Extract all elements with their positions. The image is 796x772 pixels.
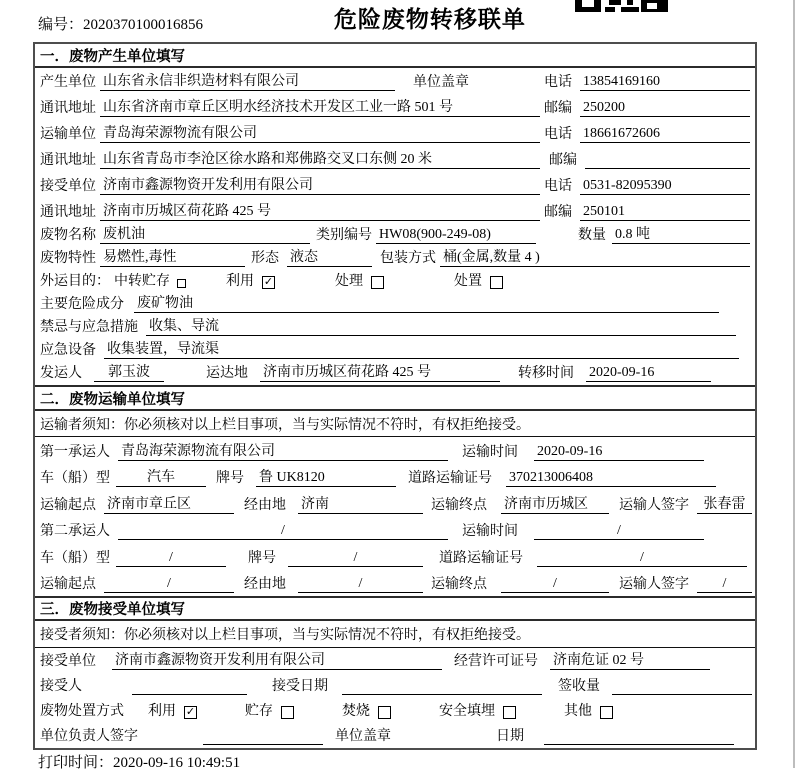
carrier-signature-value: / [697, 576, 752, 593]
emergency-measures-value: 收集、导流 [146, 315, 736, 336]
main-hazard-row [35, 293, 755, 316]
endpoint-label: 运输终点 [431, 497, 487, 513]
destination-label: 运达地 [206, 366, 248, 381]
quantity-value: 0.8 吨 [612, 223, 750, 244]
first-carrier-label: 第一承运人 [40, 444, 110, 460]
section1-header: 一．废物产生单位填写 [35, 44, 755, 68]
received-quantity-value [612, 678, 752, 695]
receive-date-label: 接受日期 [272, 679, 328, 694]
document-header [0, 0, 796, 42]
print-time-value: 2020-09-16 10:49:51 [113, 755, 241, 771]
transfer-date-value: 2020-09-16 [586, 365, 711, 382]
transfer-purpose-row [35, 270, 755, 293]
packaging-value: 桶(金属,数量 4 ) [440, 246, 750, 267]
road-permit-value: / [537, 550, 747, 567]
manifest-form [33, 42, 757, 750]
window-right-edge [793, 0, 795, 768]
via-value: 济南 [298, 493, 423, 514]
packaging-label: 包装方式 [380, 251, 436, 266]
vehicle-type-label: 车（船）型 [40, 550, 110, 566]
transport-date-label: 运输时间 [462, 444, 518, 460]
vehicle-type-label: 车（船）型 [40, 471, 110, 486]
receiving-unit-row [35, 648, 755, 673]
road-permit-label: 道路运输证号 [408, 471, 492, 486]
received-quantity-label: 签收量 [558, 679, 600, 694]
shipper-row [35, 362, 755, 385]
disposal-method-row [35, 698, 755, 723]
producer-unit-row [35, 68, 755, 94]
emergency-equipment-row [35, 339, 755, 362]
option-landfill [439, 700, 516, 720]
license-number-label: 经营许可证号 [454, 654, 538, 669]
carrier-notice: 运输者须知：你必须核对以上栏目事项，当与实际情况不符时，有权拒绝接受。 [35, 411, 755, 437]
waste-name-value: 废机油 [100, 223, 310, 244]
postal-label: 邮编 [549, 153, 577, 168]
first-carrier-row [35, 437, 755, 464]
checkbox-incinerate-label: 焚烧 [342, 704, 370, 719]
postal-label: 邮编 [544, 205, 572, 220]
receiver-unit-row [35, 172, 755, 198]
shipper-label: 发运人 [40, 366, 82, 381]
road-permit-value: 370213006408 [506, 470, 716, 487]
emergency-measures-label: 禁忌与应急措施 [40, 320, 138, 335]
print-time [38, 751, 240, 772]
main-hazard-label: 主要危险成分 [40, 297, 124, 312]
transfer-date-label: 转移时间 [518, 366, 574, 381]
option-transfer-storage [114, 270, 186, 290]
page-title: 危险废物转移联单 [333, 7, 526, 32]
checkbox-utilize-icon[interactable] [184, 706, 197, 719]
address-label: 通讯地址 [40, 153, 96, 168]
checkbox-other-label: 其他 [564, 704, 592, 719]
producer-address-row [35, 94, 755, 120]
doc-number-label: 编号： [38, 17, 84, 33]
second-carrier-label: 第二承运人 [40, 524, 110, 539]
plate-number-label: 牌号 [216, 471, 244, 486]
transport-unit-value: 青岛海荣源物流有限公司 [100, 122, 540, 143]
producer-postal-group [544, 97, 750, 117]
second-carrier-row [35, 517, 755, 544]
endpoint-value: / [501, 576, 609, 593]
receiver-address-row [35, 198, 755, 224]
checkbox-store-label: 贮存 [245, 704, 273, 719]
transport-unit-label: 运输单位 [40, 127, 96, 142]
carrier-signature-label: 运输人签字 [619, 497, 689, 513]
second-carrier-value: / [118, 523, 448, 540]
phone-label: 电话 [544, 75, 572, 90]
receiver-postal-group [544, 201, 750, 221]
postal-value: 250200 [580, 100, 750, 117]
plate-number-label: 牌号 [248, 550, 276, 566]
disposal-method-label: 废物处置方式 [40, 704, 124, 719]
phone-value: 13854169160 [580, 74, 750, 91]
receiver-phone-group [544, 175, 750, 195]
unit-seal-label: 单位盖章 [413, 75, 469, 90]
license-number-value: 济南危证 02 号 [550, 649, 710, 670]
transport-date-value: 2020-09-16 [534, 444, 704, 461]
option-other [564, 700, 613, 720]
doc-number-value: 2020370100016856 [83, 17, 204, 33]
phone-value: 18661672606 [580, 126, 750, 143]
checkbox-utilize-label: 利用 [148, 704, 176, 719]
vehicle-type-value: / [116, 550, 226, 567]
checkbox-incinerate-icon[interactable] [378, 706, 391, 719]
postal-value [585, 152, 750, 169]
phone-value: 0531-82095390 [580, 178, 750, 195]
vehicle-row [35, 464, 755, 491]
category-code-value: HW08(900-249-08) [376, 227, 536, 244]
receiver-person-value [132, 678, 247, 695]
checkbox-utilize-icon[interactable] [262, 276, 275, 289]
plate-number-value: / [288, 550, 423, 567]
checkbox-other-icon[interactable] [600, 706, 613, 719]
receiver-unit-value: 济南市鑫源物资开发利用有限公司 [100, 174, 540, 195]
receiver-unit-label: 接受单位 [40, 179, 96, 194]
via-label: 经由地 [244, 577, 286, 592]
postal-value: 250101 [580, 204, 750, 221]
endpoint-label: 运输终点 [431, 577, 487, 592]
checkbox-store-icon[interactable] [281, 706, 294, 719]
doc-number [38, 13, 203, 34]
emergency-measures-row [35, 316, 755, 339]
section2-header: 二．废物运输单位填写 [35, 385, 755, 411]
origin-value: / [104, 576, 234, 593]
option-dispose [454, 270, 503, 290]
address-value: 济南市历城区荷花路 425 号 [100, 200, 540, 221]
option-incinerate [342, 700, 391, 720]
via-value: / [298, 576, 423, 593]
route-row-2 [35, 570, 755, 597]
checkbox-utilize-label: 利用 [226, 274, 254, 289]
checkbox-landfill-label: 安全填埋 [439, 704, 495, 719]
date-value [544, 728, 734, 745]
waste-traits-label: 废物特性 [40, 251, 96, 266]
address-value: 山东省济南市章丘区明水经济技术开发区工业一路 501 号 [100, 96, 540, 117]
checkbox-dispose-icon[interactable] [490, 276, 503, 289]
origin-value: 济南市章丘区 [104, 493, 234, 514]
receiving-unit-value: 济南市鑫源物资开发利用有限公司 [112, 649, 442, 670]
waste-traits-value: 易燃性,毒性 [100, 246, 245, 267]
transport-unit-row [35, 120, 755, 146]
option-store [245, 700, 294, 720]
first-carrier-value: 青岛海荣源物流有限公司 [118, 440, 448, 461]
transport-postal-group [549, 149, 750, 169]
option-utilize [226, 270, 275, 290]
checkbox-dispose-label: 处置 [454, 274, 482, 289]
carrier-signature-label: 运输人签字 [619, 577, 689, 592]
phone-label: 电话 [544, 179, 572, 194]
address-value: 山东省青岛市李沧区徐水路和郑佛路交叉口东侧 20 米 [100, 148, 540, 169]
carrier-signature-value: 张春雷 [697, 493, 752, 514]
responsible-signature-value [203, 728, 323, 745]
endpoint-value: 济南市历城区 [501, 493, 609, 514]
transport-date-value: / [534, 523, 704, 540]
receiver-notice: 接受者须知：你必须核对以上栏目事项，当与实际情况不符时，有权拒绝接受。 [35, 621, 755, 648]
option-utilize [148, 700, 197, 720]
transfer-purpose-label: 外运目的： [40, 274, 110, 289]
responsible-signature-row [35, 723, 755, 748]
vehicle-type-value: 汽车 [116, 466, 206, 487]
address-label: 通讯地址 [40, 205, 96, 220]
transport-phone-group [544, 123, 750, 143]
origin-label: 运输起点 [40, 497, 96, 513]
road-permit-label: 道路运输证号 [439, 550, 523, 566]
checkbox-landfill-icon[interactable] [503, 706, 516, 719]
option-treat [335, 270, 384, 290]
transport-address-row [35, 146, 755, 172]
print-time-label: 打印时间： [38, 755, 114, 771]
phone-label: 电话 [544, 127, 572, 142]
receiver-person-row [35, 673, 755, 698]
via-label: 经由地 [244, 497, 286, 513]
transport-date-label: 运输时间 [462, 524, 518, 539]
address-label: 通讯地址 [40, 101, 96, 116]
producer-unit-label: 产生单位 [40, 75, 96, 90]
checkbox-treat-label: 处理 [335, 274, 363, 289]
receiver-person-label: 接受人 [40, 679, 82, 694]
checkbox-transfer-storage-label: 中转贮存 [114, 274, 170, 289]
route-row [35, 490, 755, 517]
waste-name-label: 废物名称 [40, 228, 96, 243]
origin-label: 运输起点 [40, 577, 96, 592]
main-hazard-value: 废矿物油 [134, 292, 719, 313]
responsible-signature-label: 单位负责人签字 [40, 729, 138, 744]
destination-value: 济南市历城区荷花路 425 号 [260, 361, 500, 382]
unit-seal-label: 单位盖章 [335, 729, 391, 744]
form-state-label: 形态 [251, 251, 279, 266]
form-state-value: 液态 [287, 246, 372, 267]
category-code-label: 类别编号 [316, 228, 372, 243]
producer-phone-group [544, 71, 750, 91]
vehicle-row-2 [35, 543, 755, 570]
receive-date-value [342, 678, 542, 695]
producer-unit-value: 山东省永信非织造材料有限公司 [100, 70, 395, 91]
qr-code-icon [575, 0, 668, 12]
date-label: 日期 [496, 729, 524, 744]
emergency-equipment-value: 收集装置，导流渠 [104, 338, 739, 359]
shipper-value: 郭玉波 [94, 361, 164, 382]
waste-name-row [35, 224, 755, 247]
postal-label: 邮编 [544, 101, 572, 116]
section3-header: 三．废物接受单位填写 [35, 596, 755, 621]
checkbox-transfer-storage-icon[interactable] [177, 279, 186, 288]
checkbox-treat-icon[interactable] [371, 276, 384, 289]
plate-number-value: 鲁 UK8120 [256, 466, 396, 487]
waste-traits-row [35, 247, 755, 270]
quantity-label: 数量 [578, 228, 606, 243]
emergency-equipment-label: 应急设备 [40, 343, 96, 358]
receiving-unit-label: 接受单位 [40, 654, 96, 669]
